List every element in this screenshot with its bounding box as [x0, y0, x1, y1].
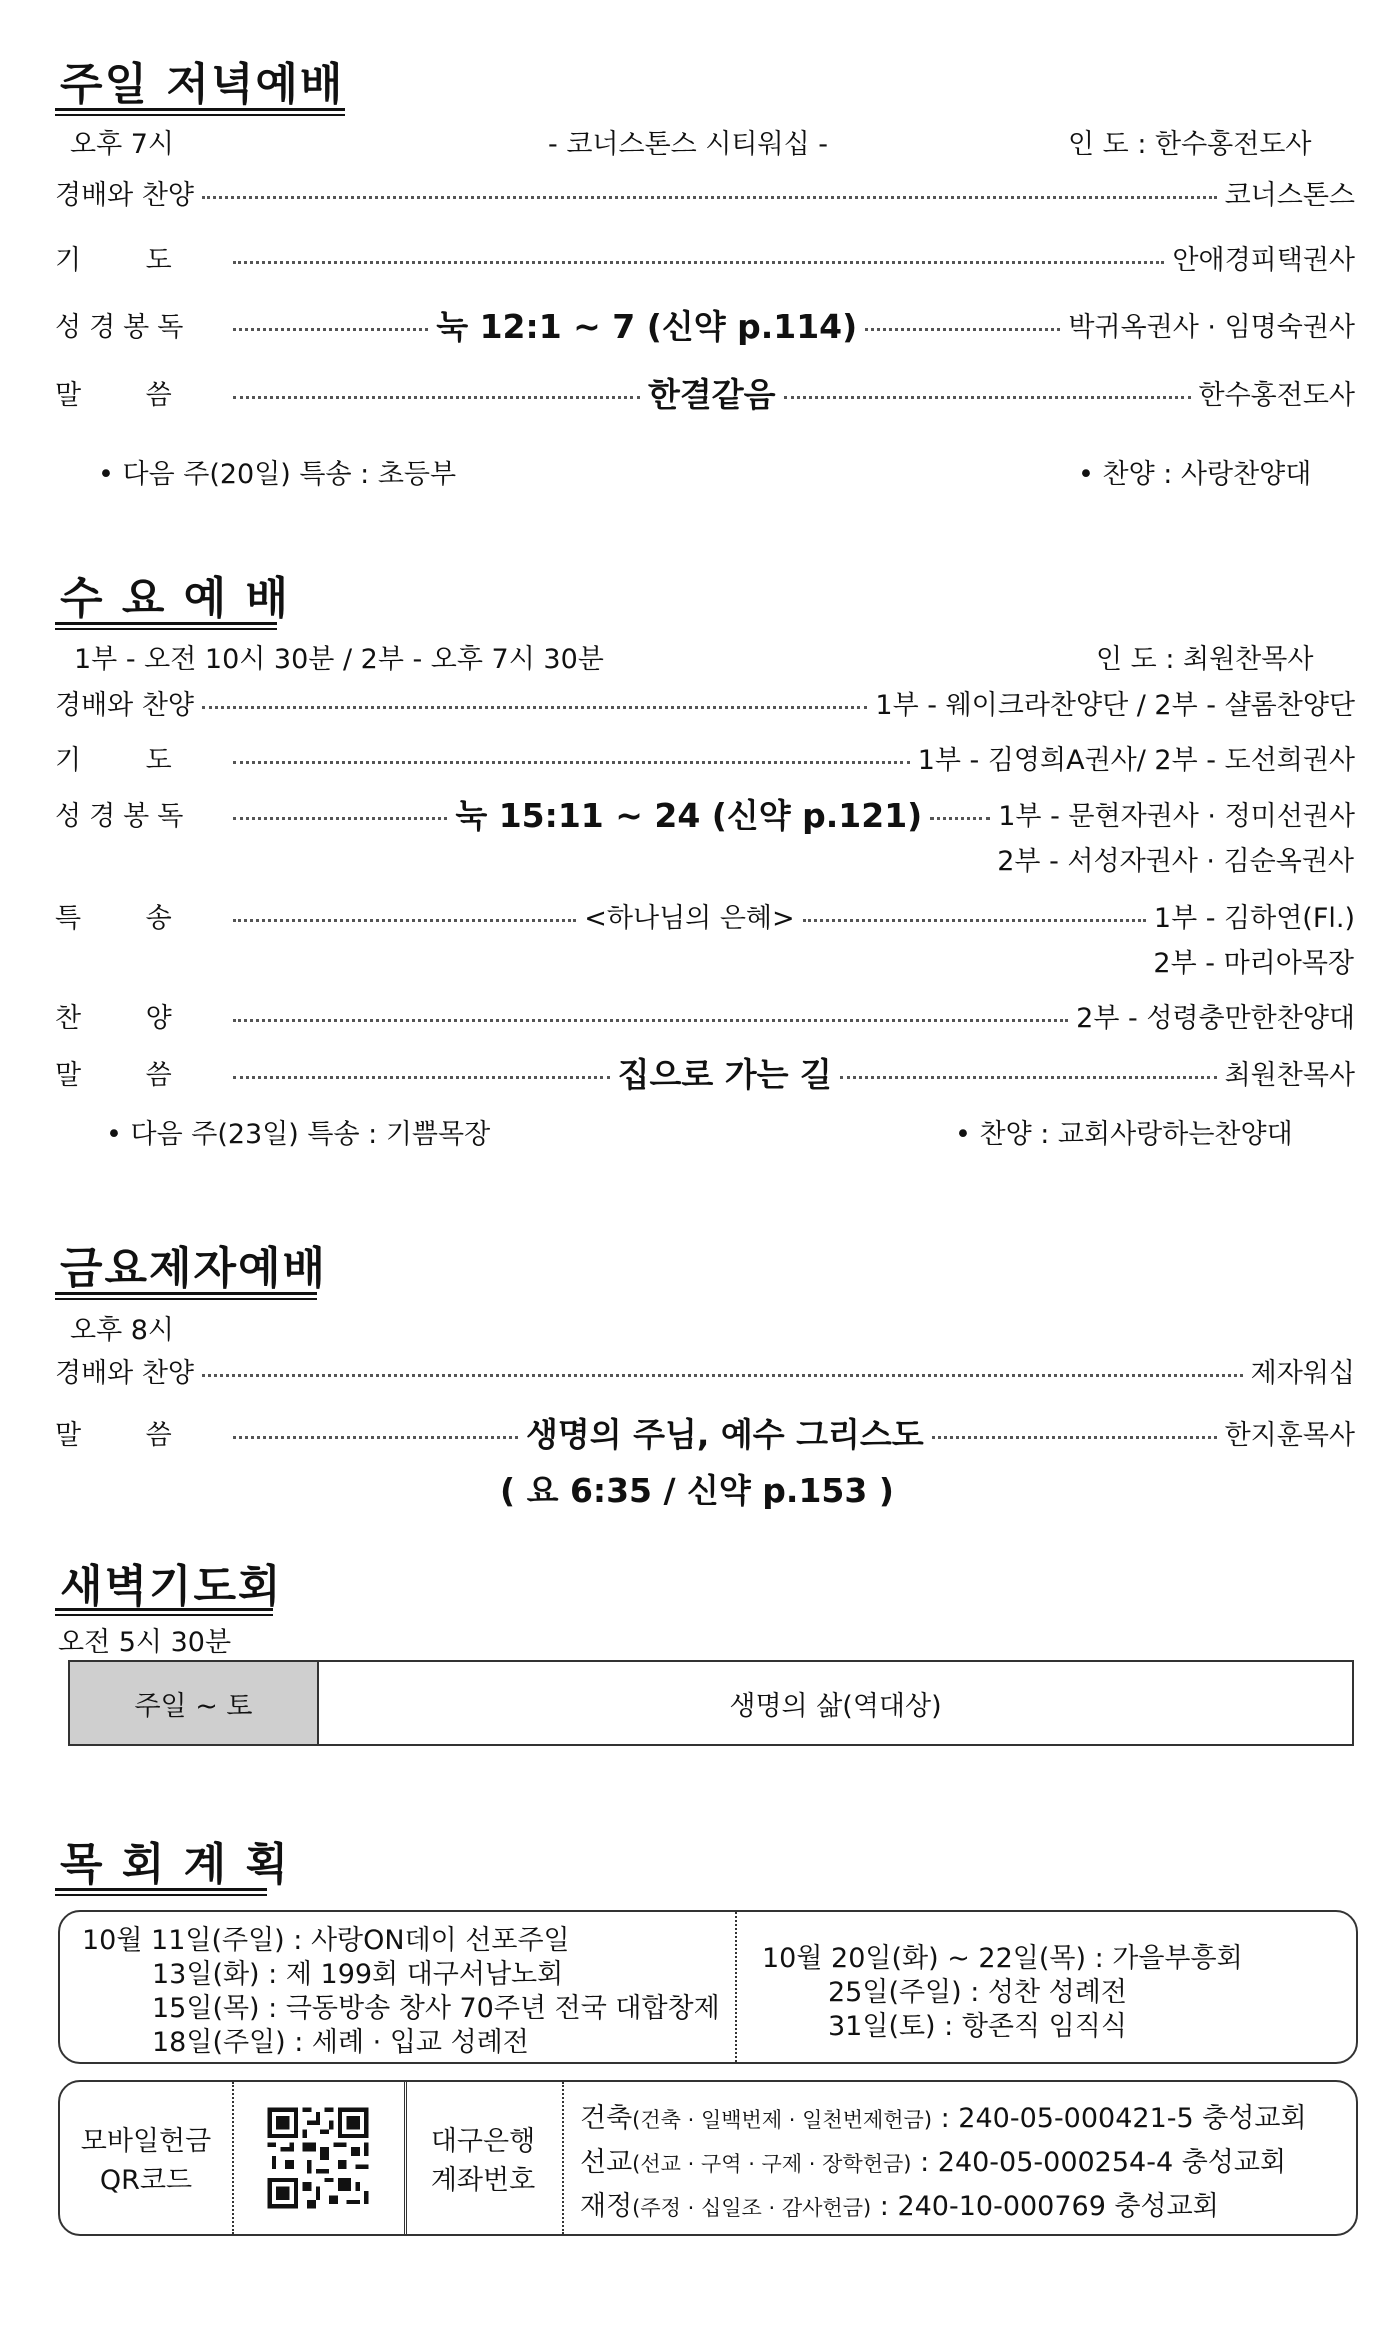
friday-title: 금요제자예배	[60, 1243, 328, 1294]
account-line	[580, 2184, 1219, 2223]
order-label: 성경봉독	[55, 311, 192, 343]
order-row	[55, 682, 1355, 722]
wednesday-title: 수 요 예 배	[60, 573, 290, 624]
order-row	[55, 1412, 1355, 1452]
dot-leader	[233, 817, 447, 820]
dot-leader	[233, 1436, 518, 1439]
order-person: 코너스톤스	[1224, 179, 1355, 211]
order-label: 경배와 찬양	[55, 689, 194, 721]
account-line	[580, 2140, 1286, 2179]
dot-leader	[930, 817, 990, 820]
dawn-title: 새벽기도회	[60, 1561, 283, 1612]
plan-item: 15일(목) : 극동방송 창사 70주년 전국 대합창제	[152, 1993, 720, 2024]
account-name: 선교	[580, 2147, 633, 2178]
title-underline	[55, 108, 345, 116]
order-label: 경배와 찬양	[55, 179, 194, 211]
qr-code[interactable]	[232, 2082, 404, 2234]
dawn-schedule-table	[68, 1660, 1354, 1746]
order-person: 2부 - 성령충만한찬양대	[1076, 1002, 1355, 1034]
order-label: 말 씀	[55, 1059, 180, 1091]
dot-leader	[233, 396, 640, 399]
order-label: 성경봉독	[55, 800, 192, 832]
note-choir: • 찬양 : 교회사랑하는찬양대	[955, 1119, 1293, 1150]
order-label: 기 도	[55, 244, 180, 276]
plan-item: 25일(주일) : 성찬 성례전	[828, 1977, 1127, 2008]
note-choir: • 찬양 : 사랑찬양대	[1078, 459, 1312, 490]
dot-leader	[233, 328, 428, 331]
note-next-week: • 다음 주(23일) 특송 : 기쁨목장	[106, 1119, 491, 1150]
table-cell-day: 주일 ~ 토	[69, 1661, 318, 1745]
title-underline	[55, 1608, 273, 1616]
plan-item: 13일(화) : 제 199회 대구서남노회	[152, 1959, 564, 1990]
dot-leader	[202, 196, 1217, 199]
account-name: 건축	[580, 2103, 633, 2134]
dot-leader	[233, 1076, 610, 1079]
order-person: 제자워십	[1250, 1357, 1355, 1389]
order-label: 말 씀	[55, 379, 180, 411]
order-person: 1부 - 김하연(Fl.)	[1153, 902, 1355, 934]
plan-title: 목 회 계 획	[60, 1839, 290, 1890]
order-row	[55, 372, 1355, 412]
account-name: 재정	[580, 2191, 633, 2222]
order-label: 특 송	[55, 902, 180, 934]
bank-label-2: 계좌번호	[430, 2165, 536, 2196]
qr-code-icon[interactable]	[263, 2103, 373, 2213]
plan-item: 10월 20일(화) ~ 22일(목) : 가을부흥회	[762, 1943, 1243, 1974]
service-time: 오후 7시	[70, 129, 175, 160]
mobile-offering-label-2: QR코드	[99, 2165, 193, 2196]
sermon-title: 집으로 가는 길	[617, 1054, 832, 1094]
mobile-offering-label	[60, 2082, 232, 2234]
note-next-week: • 다음 주(20일) 특송 : 초등부	[98, 459, 457, 490]
order-row	[55, 304, 1355, 344]
order-person: 안애경피택권사	[1172, 244, 1355, 276]
dot-leader	[784, 396, 1191, 399]
order-label: 경배와 찬양	[55, 1357, 194, 1389]
service-time: 오후 8시	[70, 1315, 175, 1346]
offering-box	[58, 2080, 1358, 2236]
service-leader: 인 도 : 최원찬목사	[1096, 644, 1314, 675]
account-number: : 240-05-000254-4 충성교회	[911, 2147, 1287, 2178]
order-person: 1부 - 김영희A권사/ 2부 - 도선희권사	[917, 744, 1355, 776]
dot-leader	[840, 1076, 1217, 1079]
plan-box	[58, 1910, 1358, 2064]
order-label: 말 씀	[55, 1419, 180, 1451]
dot-leader	[932, 1436, 1217, 1439]
column-divider	[735, 1912, 737, 2062]
dot-leader	[233, 761, 910, 764]
order-person: 한지훈목사	[1224, 1419, 1355, 1451]
order-person: 박귀옥권사 · 임명숙권사	[1068, 311, 1355, 343]
bank-label	[404, 2082, 562, 2234]
order-label: 기 도	[55, 744, 180, 776]
account-number: : 240-10-000769 충성교회	[871, 2191, 1219, 2222]
title-underline	[55, 1888, 267, 1896]
dot-leader	[865, 328, 1060, 331]
column-divider	[562, 2082, 564, 2234]
account-detail: (건축 · 일백번제 · 일천번제헌금)	[632, 2108, 933, 2132]
table-cell-text: 생명의 삶(역대상)	[318, 1661, 1353, 1745]
order-row	[55, 237, 1355, 277]
order-row	[55, 1350, 1355, 1390]
order-person: 최원찬목사	[1224, 1059, 1356, 1091]
plan-item: 31일(토) : 항존직 임직식	[828, 2011, 1127, 2042]
scripture-reference: ( 요 6:35 / 신약 p.153 )	[500, 1471, 894, 1510]
order-row	[55, 995, 1355, 1035]
plan-item: 10월 11일(주일) : 사랑ON데이 선포주일	[82, 1925, 570, 1956]
dot-leader	[202, 1374, 1243, 1377]
account-detail: (선교 · 구역 · 구제 · 장학헌금)	[632, 2152, 912, 2176]
title-underline	[55, 622, 277, 630]
special-song-title: <하나님의 은혜>	[584, 902, 795, 934]
order-row	[55, 1052, 1355, 1092]
order-row	[55, 172, 1355, 212]
sunday-evening-title: 주일 저녁예배	[60, 59, 345, 110]
order-person: 한수홍전도사	[1198, 379, 1356, 411]
dot-leader	[233, 1019, 1068, 1022]
order-label: 찬 양	[55, 1002, 180, 1034]
order-person-2: 2부 - 마리아목장	[1153, 948, 1354, 979]
order-row	[55, 895, 1355, 935]
bank-label-1: 대구은행	[430, 2126, 536, 2157]
account-line	[580, 2096, 1307, 2135]
dot-leader	[803, 919, 1146, 922]
service-theme: - 코너스톤스 시티워십 -	[548, 129, 828, 160]
sermon-title: 한결같음	[648, 374, 776, 414]
dot-leader	[233, 261, 1164, 264]
account-number: : 240-05-000421-5 충성교회	[932, 2103, 1307, 2134]
service-time: 오전 5시 30분	[58, 1627, 232, 1658]
scripture-reference: 눅 12:1 ~ 7 (신약 p.114)	[436, 306, 858, 346]
order-person: 1부 - 웨이크라찬양단 / 2부 - 샬롬찬양단	[875, 689, 1355, 721]
title-underline	[55, 1292, 317, 1300]
service-leader: 인 도 : 한수홍전도사	[1068, 129, 1312, 160]
dot-leader	[202, 706, 867, 709]
order-person-2: 2부 - 서성자권사 · 김순옥권사	[997, 846, 1354, 877]
sermon-title: 생명의 주님, 예수 그리스도	[525, 1414, 924, 1454]
mobile-offering-label-1: 모바일헌금	[80, 2126, 212, 2157]
order-row	[55, 737, 1355, 777]
account-detail: (주정 · 십일조 · 감사헌금)	[632, 2196, 872, 2220]
service-time: 1부 - 오전 10시 30분 / 2부 - 오후 7시 30분	[74, 644, 604, 675]
dot-leader	[233, 919, 576, 922]
scripture-reference: 눅 15:11 ~ 24 (신약 p.121)	[455, 795, 923, 835]
table-row	[69, 1661, 1353, 1745]
order-person: 1부 - 문현자권사 · 정미선권사	[998, 800, 1355, 832]
plan-item: 18일(주일) : 세례 · 입교 성례전	[152, 2027, 529, 2058]
order-row	[55, 793, 1355, 833]
